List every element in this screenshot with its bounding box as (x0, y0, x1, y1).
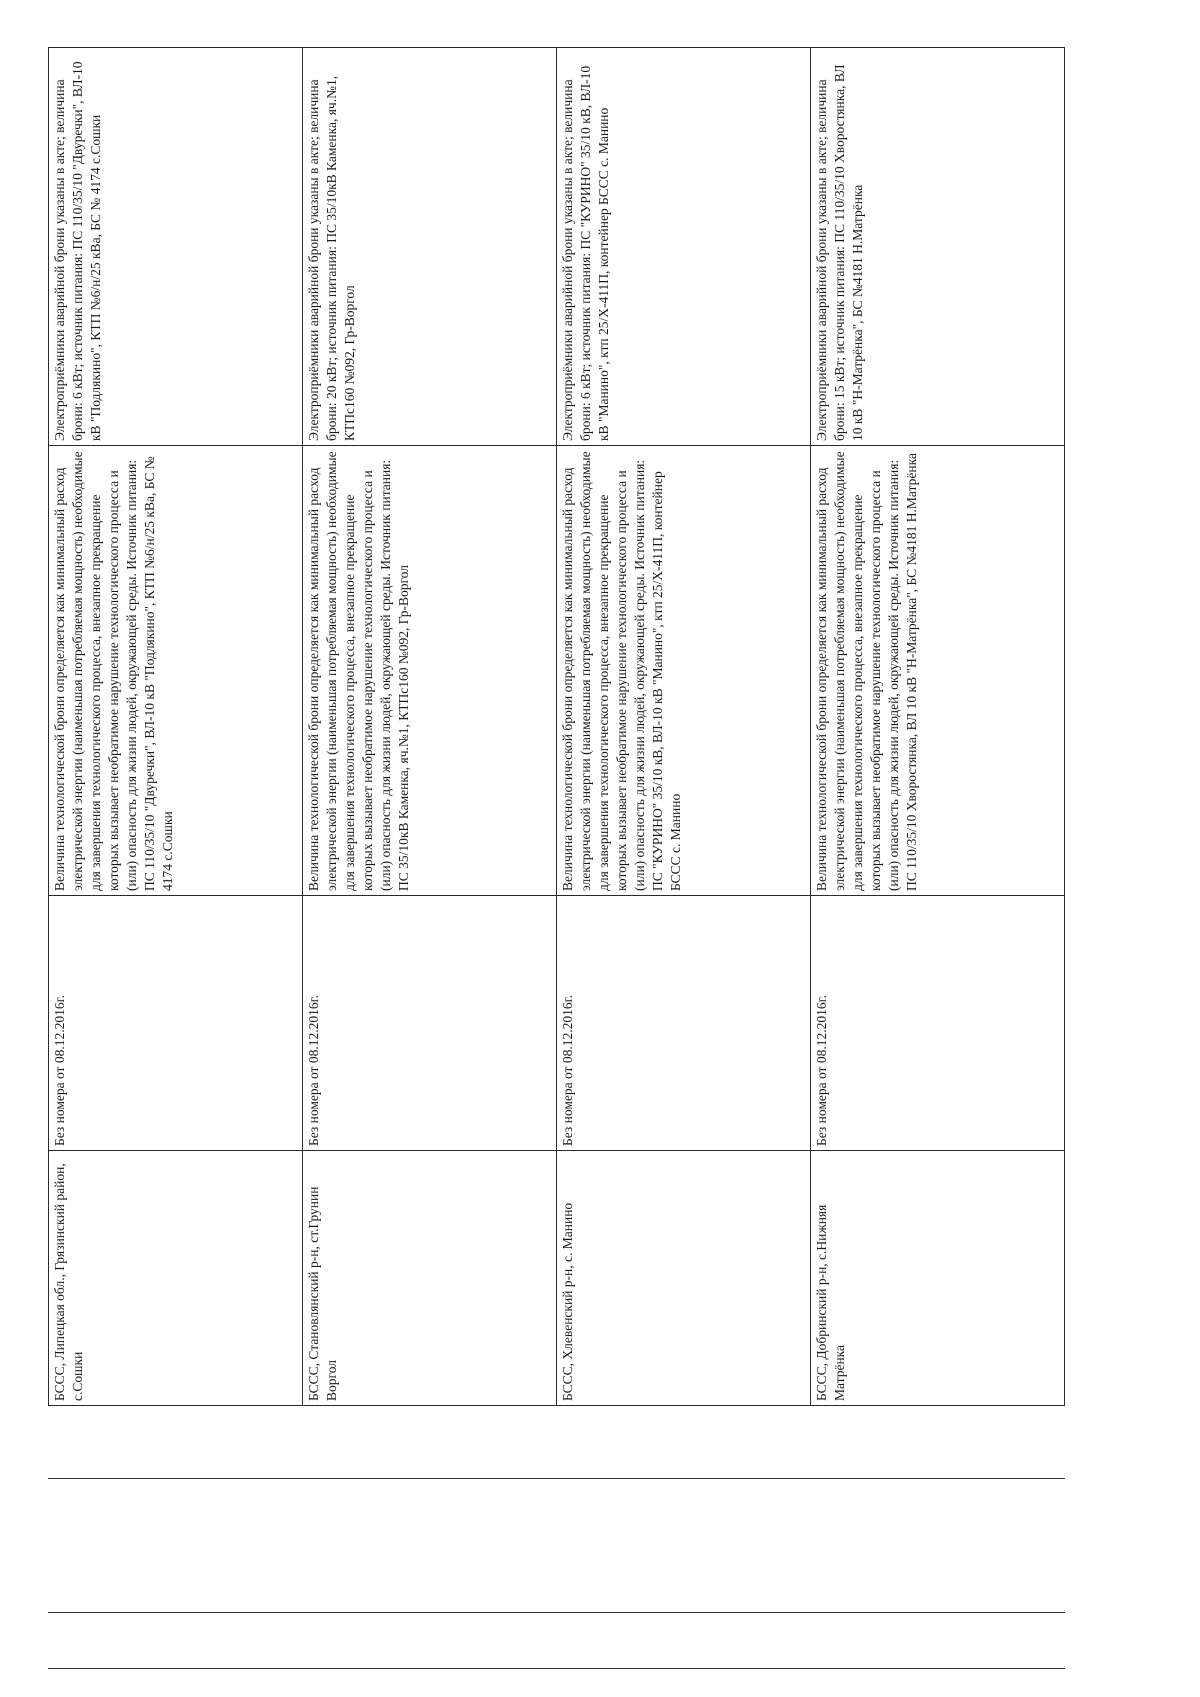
cell-emergency-reserve: Электроприёмники аварийной брони указаны в акте; величина брони: 20 кВт; источник питания: ПС 35/10кВ Каменка, яч.№1, КТПс160 №092, Гр-Воргол (303, 48, 557, 446)
cell-location: БССС, Хлевенский р-н, с. Манино (557, 1151, 811, 1406)
cell-document: Без номера от 08.12.2016г. (811, 896, 1065, 1151)
rotated-table-wrapper (48, 48, 1065, 1406)
cell-tech-reserve: Величина технологической брони определяется как минимальный расход электрической энергии (наименьшая потребляемая мощность) необходимые для завершения технологического процесса, внезапное прекращение которых вызывает необратимое нарушение технологического процесса и (или) опасность для жизни людей, окружающей среды. Источник питания: ПС 110/35/10 Хворостянка, ВЛ 10 кВ "Н-Матрёнка", БС №4181 Н.Матрёнка (811, 446, 1065, 896)
cell-tech-reserve: Величина технологической брони определяется как минимальный расход электрической энергии (наименьшая потребляемая мощность) необходимые для завершения технологического процесса, внезапное прекращение которых вызывает необратимое нарушение технологического процесса и (или) опасность для жизни людей, окружающей среды. Источник питания: ПС 110/35/10 "Двуречки", ВЛ-10 кВ "Подлякино", КТП №6/н/25 кВа, БС № 4174 с.Сошки (49, 446, 303, 896)
table-row (49, 48, 303, 1406)
cell-emergency-reserve: Электроприёмники аварийной брони указаны в акте; величина брони: 6 кВт; источник питания: ПС "КУРИНО" 35/10 кВ, ВЛ-10 кВ "Манино", ктп 25/Х-411П, контейнер БССС с. Манино (557, 48, 811, 446)
cell-document: Без номера от 08.12.2016г. (303, 896, 557, 1151)
cell-document: Без номера от 08.12.2016г. (49, 896, 303, 1151)
power-reserve-table (48, 47, 1065, 1406)
table-row (303, 48, 557, 1406)
cell-location: БССС, Добринский р-н, с.Нижняя Матрёнка (811, 1151, 1065, 1406)
cell-tech-reserve: Величина технологической брони определяется как минимальный расход электрической энергии (наименьшая потребляемая мощность) необходимые для завершения технологического процесса, внезапное прекращение которых вызывает необратимое нарушение технологического процесса и (или) опасность для жизни людей, окружающей среды. Источник питания: ПС "КУРИНО" 35/10 кВ, ВЛ-10 кВ "Манино", ктп 25/Х-411П, контейнер БССС с. Манино (557, 446, 811, 896)
cell-location: БССС, Становлянский р-н, ст.Грунин Воргол (303, 1151, 557, 1406)
cell-document: Без номера от 08.12.2016г. (557, 896, 811, 1151)
cell-tech-reserve: Величина технологической брони определяется как минимальный расход электрической энергии (наименьшая потребляемая мощность) необходимые для завершения технологического процесса, внезапное прекращение которых вызывает необратимое нарушение технологического процесса и (или) опасность для жизни людей, окружающей среды. Источник питания: ПС 35/10кВ Каменка, яч.№1, КТПс160 №092, Гр-Воргол (303, 446, 557, 896)
table-row (557, 48, 811, 1406)
table-row (811, 48, 1065, 1406)
rule-line (48, 1668, 1065, 1669)
rule-line (48, 1612, 1065, 1613)
cell-emergency-reserve: Электроприёмники аварийной брони указаны в акте; величина брони: 15 кВт; источник питания: ПС 110/35/10 Хворостянка, ВЛ 10 кВ "Н-Матрёнка", БС №4181 Н.Матрёнка (811, 48, 1065, 446)
cell-location: БССС, Липецкая обл., Грязинский район, с.Сошки (49, 1151, 303, 1406)
cell-emergency-reserve: Электроприёмники аварийной брони указаны в акте; величина брони: 6 кВт; источник питания: ПС 110/35/10 "Двуречки", ВЛ-10 кВ "Подлякино", КТП №6/н/25 кВа, БС № 4174 с.Сошки (49, 48, 303, 446)
rule-line (48, 1478, 1065, 1479)
